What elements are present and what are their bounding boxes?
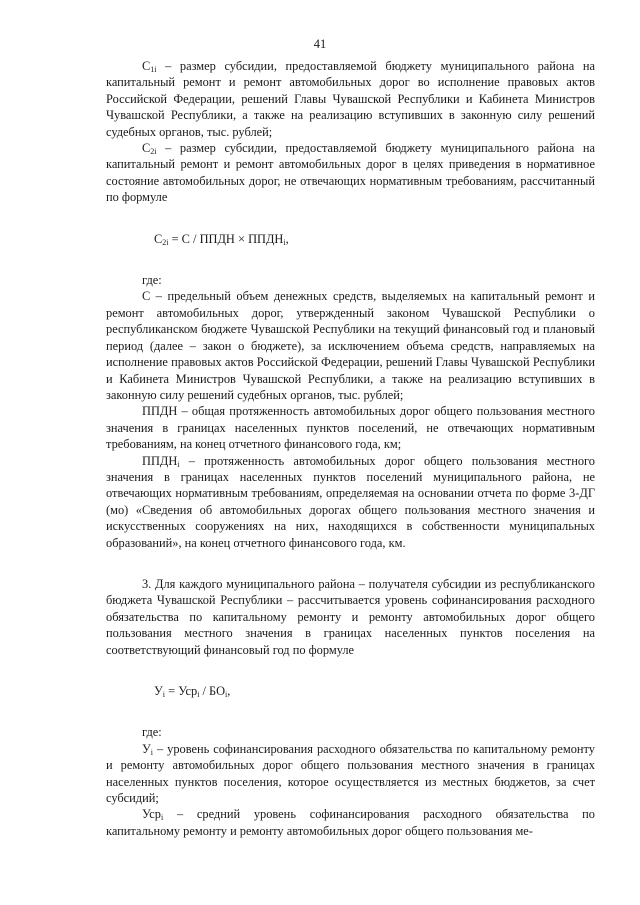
formula-c2-body: = С / ППДН × ППДН [168,231,284,246]
paragraph-ppdn-definition: ППДН – общая протяженность автомобильных дорог общего пользования местного значения в границах населенных пунктов поселений, не отвечающих нормативным требованиям, на конец отчетного финансового года, км; [106,404,595,452]
ui-subscript: i [150,747,154,757]
paragraph-usr-definition [106,806,595,839]
paragraph-ppdni-definition [106,453,595,551]
document-body [106,58,595,839]
paragraph-c1-definition [106,58,595,140]
formula-ui-body: = Уср [165,684,198,698]
c2-text: – размер субсидии, предоставляемой бюджету муниципального района на капитальный ремонт и ремонт автомобильных дорог в целях приведения в нормативное состояние автомобильных дорог, не отвечающих нормативным требованиям, рассчитанный по формуле [106,141,595,205]
formula-ui-end: , [227,684,231,698]
paragraph-item-3: 3. Для каждого муниципального района – получателя субсидии из республиканского бюджета Чувашской Республики – рассчитывается уровень софинансирования расходного обязательства по капитальному ремонту и ремонту автомобильных дорог общего пользования местного значения в границах населенных пунктов поселения на соответствующий финансовый год по формуле [106,576,595,657]
c1-symbol: С [142,59,151,73]
paragraph-c2-definition [106,140,595,206]
formula-c2-subscript-2: i [283,237,286,247]
ppdni-subscript: i [177,459,180,469]
paragraph-ui-definition [106,741,595,807]
formula-c2-end: , [285,231,289,246]
formula-c2 [106,231,595,247]
formula-ui-subscript-2: i [197,690,200,699]
paragraph-c-definition: С – предельный объем денежных средств, выделяемых на капитальный ремонт и ремонт автомобильных дорог, утвержденный законом Чувашской Республики о республиканском бюджете Чувашской Республики на текущий финансовый год и плановый период (далее – закон о бюджете), за исключением объема средств, направляемых на исполнение правовых актов Российской Федерации, решений Главы Чувашской Республики и Кабинета Министров Чувашской Республики, а также на реализацию вступивших в законную силу решений судебных органов, тыс. рублей; [106,289,595,402]
c2-symbol: С [142,141,151,156]
c1-text: – размер субсидии, предоставляемой бюджету муниципального района на капитальный ремонт и ремонт автомобильных дорог во исполнение правовых актов Российской Федерации, решений Главы Чувашской Республики и Кабинета Министров Чувашской Республики, а также на реализацию вступивших в законную силу решений судебных органов, тыс. рублей; [106,59,595,139]
usr-subscript: i [160,813,164,823]
usr-text: – средний уровень софинансирования расходного обязательства по капитальному ремонту и ремонту автомобильных дорог общего пользования ме- [106,807,595,838]
formula-ui-symbol: У [154,684,163,698]
formula-ui-body-2: / БО [199,684,226,698]
page-number: 41 [313,37,327,51]
formula-c2-subscript: 2i [162,237,169,247]
ppdni-symbol: ППДН [142,453,178,468]
formula-ui [106,683,595,699]
c2-subscript: 2i [150,147,157,157]
usr-symbol: Уср [142,807,161,822]
c1-subscript: 1i [150,65,157,74]
formula-c2-symbol: С [154,231,163,246]
ui-text: – уровень софинансирования расходного обязательства по капитальному ремонту и ремонту автомобильных дорог общего пользования местного значения в границах населенных пунктов поселения, которое осуществляется из местных бюджетов, за счет субсидий; [106,741,595,806]
where-label-1: где: [142,273,162,288]
ppdni-text: – протяженность автомобильных дорог общего пользования местного значения в границах населенных пунктов поселений муниципального района, не отвечающих нормативным требованиям, определяемая на основании отчета по форме 3-ДГ (мо) «Сведения об автомобильных дорогах общего пользования местного значения и искусственных сооружениях на них, находящихся в собственности муниципальных образований», на конец отчетного финансового года, км. [106,453,595,550]
where-label-2: где: [142,725,162,740]
formula-ui-subscript: i [162,690,166,699]
ui-symbol: У [142,741,151,756]
formula-ui-subscript-3: i [225,690,228,699]
